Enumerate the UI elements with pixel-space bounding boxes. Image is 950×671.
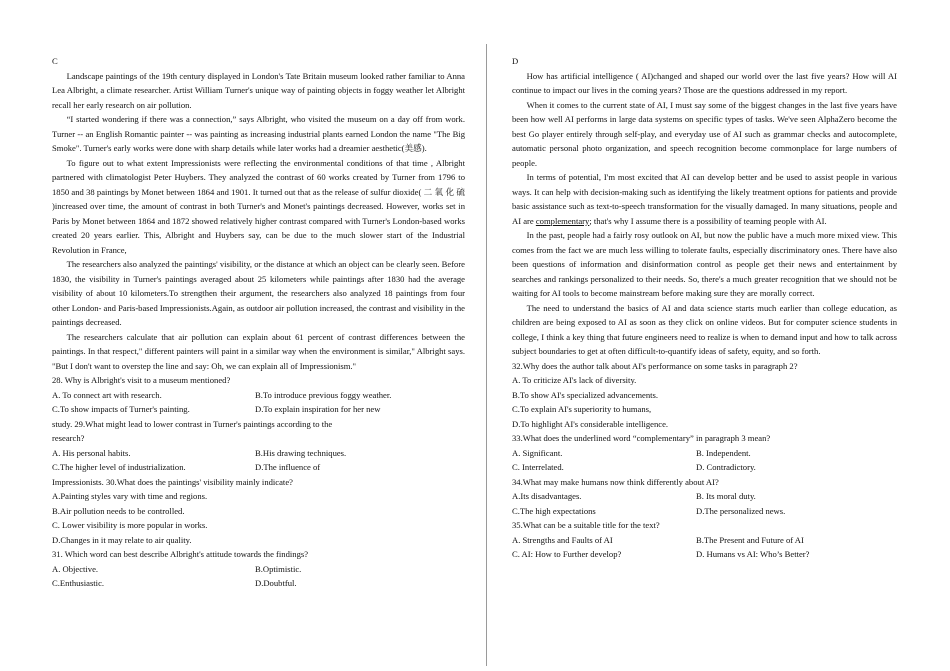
question-35-options-row-1 xyxy=(512,533,897,548)
question-33-option-b: B. Independent. xyxy=(696,447,751,458)
question-29-option-a: A. His personal habits. xyxy=(52,447,131,458)
passage-c-paragraph-1: Landscape paintings of the 19th century displayed in London's Tate Britain museum looked rather familiar to Anna Lea Albright, a climate researcher. Artist William Turner's unique way of painting objects in foggy weather let Albright recall her early research on air pollution. xyxy=(52,70,465,110)
question-32-option-a: A. To criticize AI's lack of diversity. xyxy=(512,375,637,385)
question-28-stem: 28. Why is Albright's visit to a museum mentioned? xyxy=(52,375,231,385)
question-29-option-c: C.The higher level of industrialization. xyxy=(52,462,186,472)
question-33-options-row-2 xyxy=(512,460,897,475)
question-32-option-b: B.To show AI's specialized advancements. xyxy=(512,389,659,400)
column-divider xyxy=(486,44,487,666)
question-28-option-a: A. To connect art with research. xyxy=(52,389,162,400)
question-34-option-a: A.Its disadvantages. xyxy=(512,491,582,501)
question-28-option-b: B.To introduce previous foggy weather. xyxy=(255,389,392,400)
passage-d-letter: D xyxy=(512,56,519,66)
question-34-option-b: B. Its moral duty. xyxy=(696,491,756,501)
question-32-option-c: C.To explain AI's superiority to humans, xyxy=(512,404,652,414)
question-34-options-row-1 xyxy=(512,489,897,504)
question-29-stem-end: research? xyxy=(52,433,85,443)
question-35-stem: 35.What can be a suitable title for the text? xyxy=(512,520,660,530)
question-31-stem: 31. Which word can best describe Albright's attitude towards the findings? xyxy=(52,549,309,559)
question-35-option-c: C. AI: How to Further develop? xyxy=(512,549,622,559)
question-33-option-a: A. Significant. xyxy=(512,447,563,458)
question-28-option-d: D.To explain inspiration for her new xyxy=(255,404,381,414)
question-28-options-row-1 xyxy=(52,388,465,403)
question-29-options-row-2 xyxy=(52,460,465,475)
question-30-option-b: B.Air pollution needs to be controlled. xyxy=(52,505,185,516)
paragraph-3-text-after: ; that's why I assume there is a possibility of teaming people with AI. xyxy=(589,215,827,226)
passage-d-paragraph-4: In the past, people had a fairly rosy outlook on AI, but now the public have a much more mixed view. This comes from the fact we are much less willing to tolerate faults, especially discriminatory ones. There have also been questions of information and disinformation control as people get their news and entertainment by searches and rankings personalized to their needs. So, there's a much greater recognition that we should not be waiting for AI tools to become mainstream before making sure they are morally correct. xyxy=(512,230,897,298)
question-35-option-b: B.The Present and Future of AI xyxy=(696,534,804,545)
question-29-options-row-1 xyxy=(52,446,465,461)
question-29-stem: study. 29.What might lead to lower contrast in Turner's paintings according to the xyxy=(52,418,333,429)
passage-d-paragraph-5: The need to understand the basics of AI and data science starts much earlier than college education, as children are being exposed to AI as soon as they click on online videos. But for computer science students in college, I think a key thing that future engineers need to realize is when to demand input and how to talk across subject boundaries to get at often difficult-to-quantify ideas of safety, equity, and so forth. xyxy=(512,302,897,356)
question-32-stem: 32.Why does the author talk about AI's performance on some tasks in paragraph 2? xyxy=(512,360,798,371)
question-29-option-b: B.His drawing techniques. xyxy=(255,447,347,458)
question-31-option-b: B.Optimistic. xyxy=(255,563,302,574)
paragraph-3-text-before: In terms of potential, I'm most excited that AI can develop better and be used to assist people in various ways. It can help with decision-making such as identifying the likely treatment options for patients and provide basic assistance such as text-to-speech transformation for the visually damaged. In many situations, people and AI are xyxy=(512,172,897,226)
question-31-option-a: A. Objective. xyxy=(52,563,99,574)
underlined-word-complementary: complementary xyxy=(535,215,590,226)
question-31-options-row-2 xyxy=(52,576,465,591)
question-28-options-row-2 xyxy=(52,402,465,417)
passage-c-paragraph-2: “I started wondering if there was a connection,” says Albright, who visited the museum on a day off from work. Turner -- an English Romantic painter -- was painting as increasing industrial plants earned London the name "The Big Smoke". Turner's early works were done with sharp details while later works had a dreamier aesthetic(美感). xyxy=(52,114,465,153)
question-34-option-d: D.The personalized news. xyxy=(696,505,786,516)
passage-c-paragraph-3: To figure out to what extent Impressionists were reflecting the environmental conditions of that time , Albright partnered with climatologist Peter Huybers. They analyzed the contrast of 60 works created by Turner from 1796 to 1850 and 38 paintings by Monet between 1864 and 1901. It turned out that as the release of sulfur dioxide( 二 氧 化 硫 )increased over time, the amount of contrast in both Turner's and Monet's paintings decreased. However, works set in Paris by Monet between 1864 and 1872 showed relatively higher contrast compared with Turner's London-based works created 20 years earlier. This, Albright and Huybers say, can be due to the much slower start of the Industrial Revolution in France, xyxy=(52,157,465,255)
question-30-option-a: A.Painting styles vary with time and regions. xyxy=(52,491,208,501)
passage-d-paragraph-1: How has artificial intelligence ( AI)changed and shaped our world over the last five years? How will AI continue to impact our lives in the coming years? Those are the questions addressed in my report. xyxy=(512,70,897,95)
question-34-stem: 34.What may make humans now think differently about AI? xyxy=(512,476,719,487)
passage-d-column xyxy=(512,54,897,562)
question-32-option-d: D.To highlight AI's considerable intelligence. xyxy=(512,418,669,429)
passage-c-paragraph-5: The researchers calculate that air pollution can explain about 61 percent of contrast differences between the paintings. In that respect," different painters will paint in a similar way when the environment is similar," Albright says. "But I don't want to overstep the line and say: Oh, we can explain all of Impressionism." xyxy=(52,331,465,371)
passage-d-paragraph-2: When it comes to the current state of AI, I must say some of the biggest changes in the last five years have been how well AI performs in large data systems on specific types of tasks. We've seen AlphaZero become the best Go player entirely through self-play, and everyday use of AI such as grammar checks and autocomplete, automatic personal photo organization, and speech recognition become commonplace for large numbers of people. xyxy=(512,99,897,168)
question-33-options-row-1 xyxy=(512,446,897,461)
passage-d-paragraph-3 xyxy=(512,170,897,228)
passage-c-letter: C xyxy=(52,56,58,66)
question-35-option-a: A. Strengths and Faults of AI xyxy=(512,534,613,545)
question-35-options-row-2 xyxy=(512,547,897,562)
question-30-option-d: D.Changes in it may relate to air quality. xyxy=(52,534,192,545)
question-33-option-d: D. Contradictory. xyxy=(696,462,756,472)
question-30-stem: Impressionists. 30.What does the paintings' visibility mainly indicate? xyxy=(52,476,293,487)
passage-c-paragraph-4: The researchers also analyzed the paintings' visibility, or the distance at which an object can be clearly seen. Before 1830, the visibility in Turner's paintings averaged about 25 kilometers while paintings after 1830 had the average visibility of about 10 kilometers.To strengthen their argument, the researchers also analyzed 18 paintings from four other London- and Paris-based Impressionists.Again, as outdoor air pollution increased, the contrast and visibility in the paintings decreased. xyxy=(52,259,465,327)
question-31-option-d: D.Doubtful. xyxy=(255,578,297,588)
passage-c-column xyxy=(52,54,465,591)
question-35-option-d: D. Humans vs AI: Who’s Better? xyxy=(696,549,810,559)
question-34-options-row-2 xyxy=(512,504,897,519)
question-33-option-c: C. Interrelated. xyxy=(512,462,564,472)
question-31-option-c: C.Enthusiastic. xyxy=(52,578,105,588)
question-30-option-c: C. Lower visibility is more popular in works. xyxy=(52,520,208,530)
question-34-option-c: C.The high expectations xyxy=(512,505,596,516)
question-29-option-d: D.The influence of xyxy=(255,462,321,472)
question-28-option-c: C.To show impacts of Turner's painting. xyxy=(52,404,190,414)
question-33-stem: 33.What does the underlined word “complementary” in paragraph 3 mean? xyxy=(512,433,771,443)
question-31-options-row-1 xyxy=(52,562,465,577)
